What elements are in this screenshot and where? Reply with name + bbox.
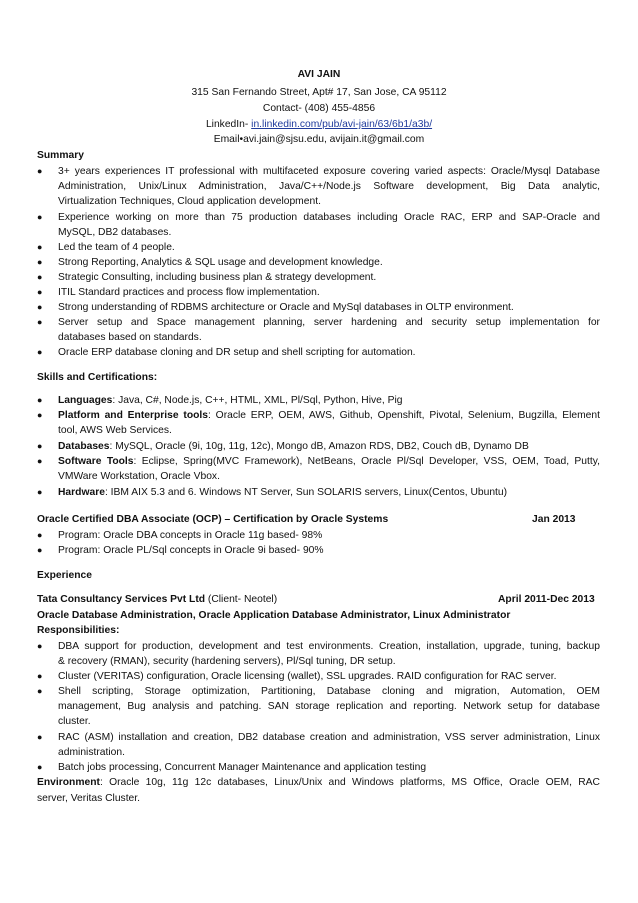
linkedin-label: LinkedIn- bbox=[205, 119, 252, 130]
bullet-icon: ● bbox=[37, 441, 43, 451]
responsibility-1: Cluster (VERITAS) configuration, Oracle licensing (wallet), SSL upgrades. RAID configuration for RAC server. bbox=[58, 671, 557, 682]
skill-platform-line1: Platform and Enterprise tools: Oracle ERP, OEM, AWS, Github, Openshift, Pivotal, Selenium, Bugzilla, Element bbox=[58, 410, 600, 421]
candidate-name: AVI JAIN bbox=[297, 69, 341, 80]
responsibility-3-line2: administration. bbox=[58, 747, 125, 758]
employment-dates: April 2011-Dec 2013 bbox=[498, 594, 595, 605]
linkedin-line bbox=[0, 119, 638, 130]
certification-item-1: Program: Oracle PL/Sql concepts in Oracle 9i based- 90% bbox=[58, 545, 324, 556]
contact-phone: Contact- (408) 455-4856 bbox=[262, 103, 376, 114]
bullet-icon: ● bbox=[37, 456, 43, 466]
bullet-icon: ● bbox=[37, 530, 43, 540]
skills-heading: Skills and Certifications: bbox=[37, 372, 158, 383]
summary-item-2: Led the team of 4 people. bbox=[58, 242, 175, 253]
bullet-icon: ● bbox=[37, 302, 43, 312]
summary-item-5: ITIL Standard practices and process flow implementation. bbox=[58, 287, 320, 298]
summary-item-4: Strategic Consulting, including business plan & strategy development. bbox=[58, 272, 377, 283]
bullet-icon: ● bbox=[37, 410, 43, 420]
bullet-icon: ● bbox=[37, 686, 43, 696]
skill-software-line1: Software Tools: Eclipse, Spring(MVC Framework), NetBeans, Oracle Pl/Sql Developer, VSS, OEM, Toad, Putty, bbox=[58, 456, 600, 467]
job-role: Oracle Database Administration, Oracle Application Database Administrator, Linux Administrator bbox=[37, 610, 511, 621]
bullet-icon: ● bbox=[37, 487, 43, 497]
skill-software-line2: VMWare Workstation, Oracle Vbox. bbox=[58, 471, 220, 482]
skill-hardware: Hardware: IBM AIX 5.3 and 6. Windows NT Server, Sun SOLARIS servers, Linux(Centos, Ubuntu) bbox=[58, 487, 508, 498]
company-line bbox=[37, 594, 277, 605]
bullet-icon: ● bbox=[37, 762, 43, 772]
bullet-icon: ● bbox=[37, 166, 43, 176]
company-name: Tata Consultancy Services Pvt Ltd bbox=[37, 594, 206, 605]
certification-title: Oracle Certified DBA Associate (OCP) – Certification by Oracle Systems bbox=[37, 514, 389, 525]
skill-platform-line2: tool, AWS Web Services. bbox=[58, 425, 172, 436]
bullet-icon: ● bbox=[37, 272, 43, 282]
bullet-icon: ● bbox=[37, 347, 43, 357]
responsibility-2-line1: Shell scripting, Storage optimization, Partitioning, Database cloning and migration, Automation, OEM bbox=[58, 686, 600, 697]
summary-item-7-line1: Server setup and Space management planning, server hardening and security setup implementation for bbox=[58, 317, 600, 328]
bullet-icon: ● bbox=[37, 317, 43, 327]
experience-heading: Experience bbox=[37, 570, 92, 581]
bullet-icon: ● bbox=[37, 671, 43, 681]
environment-line2: server, Veritas Cluster. bbox=[37, 793, 141, 804]
responsibility-0-line2: & recovery (RMAN), security (hardening servers), Pl/Sql tuning, DR setup. bbox=[58, 656, 396, 667]
client-name: (Client- Neotel) bbox=[205, 594, 278, 605]
summary-item-8: Oracle ERP database cloning and DR setup and shell scripting for automation. bbox=[58, 347, 416, 358]
skill-languages: Languages: Java, C#, Node.js, C++, HTML, XML, Pl/Sql, Python, Hive, Pig bbox=[58, 395, 403, 406]
summary-item-1-line2: MySQL, DB2 databases. bbox=[58, 227, 172, 238]
summary-item-0-line3: Virtualization Techniques, Cloud application development. bbox=[58, 196, 321, 207]
address: 315 San Fernando Street, Apt# 17, San Jose, CA 95112 bbox=[191, 87, 447, 98]
bullet-icon: ● bbox=[37, 545, 43, 555]
summary-item-3: Strong Reporting, Analytics & SQL usage and development knowledge. bbox=[58, 257, 383, 268]
responsibilities-heading: Responsibilities: bbox=[37, 625, 120, 636]
responsibility-2-line3: cluster. bbox=[58, 716, 91, 727]
summary-item-0-line1: 3+ years experiences IT professional with multifaceted exposure covering varied aspects: Oracle/Mysql Database bbox=[58, 166, 600, 177]
summary-item-7-line2: databases based on standards. bbox=[58, 332, 202, 343]
bullet-icon: ● bbox=[37, 287, 43, 297]
responsibility-0-line1: DBA support for production, development and test environments. Creation, installation, upgrade, tuning, backup bbox=[58, 641, 600, 652]
summary-item-0-line2: Administration, Unix/Linux Administration, Java/C++/Node.js Software development, Big Data analytic, bbox=[58, 181, 600, 192]
certification-date: Jan 2013 bbox=[532, 514, 576, 525]
summary-heading: Summary bbox=[37, 150, 84, 161]
bullet-icon: ● bbox=[37, 641, 43, 651]
responsibility-2-line2: management, Bug analysis and patching. SAN storage replication and reporting. Network setup for database bbox=[58, 701, 600, 712]
bullet-icon: ● bbox=[37, 242, 43, 252]
summary-item-1-line1: Experience working on more than 75 production databases including Oracle RAC, ERP and SAP-Oracle and bbox=[58, 212, 600, 223]
summary-item-6: Strong understanding of RDBMS architecture or Oracle and MySql databases in OLTP environment. bbox=[58, 302, 514, 313]
email-line[interactable]: Email•avi.jain@sjsu.edu, avijain.it@gmail.com bbox=[213, 134, 425, 145]
bullet-icon: ● bbox=[37, 732, 43, 742]
bullet-icon: ● bbox=[37, 212, 43, 222]
certification-item-0: Program: Oracle DBA concepts in Oracle 11g based- 98% bbox=[58, 530, 323, 541]
linkedin-link[interactable]: in.linkedin.com/pub/avi-jain/63/6b1/a3b/ bbox=[251, 119, 433, 130]
bullet-icon: ● bbox=[37, 257, 43, 267]
environment-line1: Environment: Oracle 10g, 11g 12c databases, Linux/Unix and Windows platforms, MS Office, Oracle OEM, RAC bbox=[37, 777, 600, 788]
bullet-icon: ● bbox=[37, 395, 43, 405]
skill-databases: Databases: MySQL, Oracle (9i, 10g, 11g, 12c), Mongo dB, Amazon RDS, DB2, Couch dB, Dynamo DB bbox=[58, 441, 529, 452]
responsibility-3-line1: RAC (ASM) installation and creation, DB2 database creation and administration, VSS server administration, Linux bbox=[58, 732, 600, 743]
responsibility-4: Batch jobs processing, Concurrent Manager Maintenance and application testing bbox=[58, 762, 427, 773]
